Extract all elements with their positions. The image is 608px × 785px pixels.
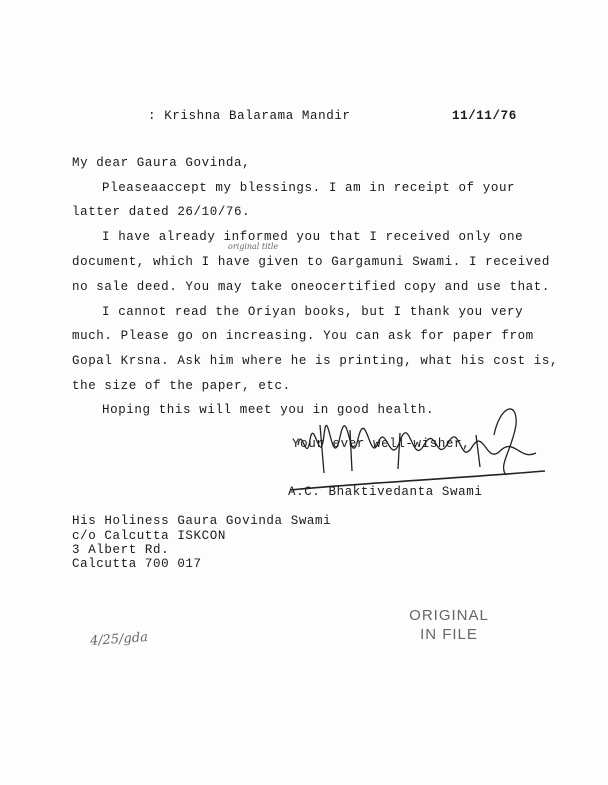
address-line-1: His Holiness Gaura Govinda Swami — [72, 514, 332, 528]
letterhead-place: : Krishna Balarama Mandir — [148, 109, 351, 123]
stamp-line-2: IN FILE — [420, 626, 478, 643]
stamp-line-1: ORIGINAL — [409, 607, 489, 624]
paragraph-4-line-1: Hoping this will meet you in good health. — [102, 403, 435, 417]
paragraph-2-line-3: no sale deed. You may take oneocertified copy and use that. — [72, 280, 550, 294]
paragraph-1-line-2: latter dated 26/10/76. — [72, 205, 251, 219]
handwritten-margin-note: 4/25/gda — [89, 629, 149, 650]
signature-scribble — [280, 395, 550, 495]
paragraph-1-line-1: Pleaseaaccept my blessings. I am in receipt of your — [102, 181, 516, 195]
address-line-2: c/o Calcutta ISKCON — [72, 529, 226, 543]
address-line-4: Calcutta 700 017 — [72, 557, 202, 571]
handwritten-insertion: original title — [228, 242, 279, 251]
paragraph-2-line-1: I have already informed you that I received only one — [102, 230, 524, 244]
paragraph-3-line-3: Gopal Krsna. Ask him where he is printing, what his cost is, — [72, 354, 559, 368]
letter-date: 11/11/76 — [452, 109, 517, 123]
signatory-name: A.C. Bhaktivedanta Swami — [288, 485, 483, 499]
closing: Your ever well-wisher, — [292, 437, 471, 451]
paragraph-3-line-4: the size of the paper, etc. — [72, 379, 291, 393]
salutation: My dear Gaura Govinda, — [72, 156, 251, 170]
paragraph-2-line-2: document, which I have given to Gargamuni Swami. I received — [72, 255, 550, 269]
address-line-3: 3 Albert Rd. — [72, 543, 170, 557]
paragraph-3-line-2: much. Please go on increasing. You can ask for paper from — [72, 329, 534, 343]
paragraph-3-line-1: I cannot read the Oriyan books, but I thank you very — [102, 305, 524, 319]
